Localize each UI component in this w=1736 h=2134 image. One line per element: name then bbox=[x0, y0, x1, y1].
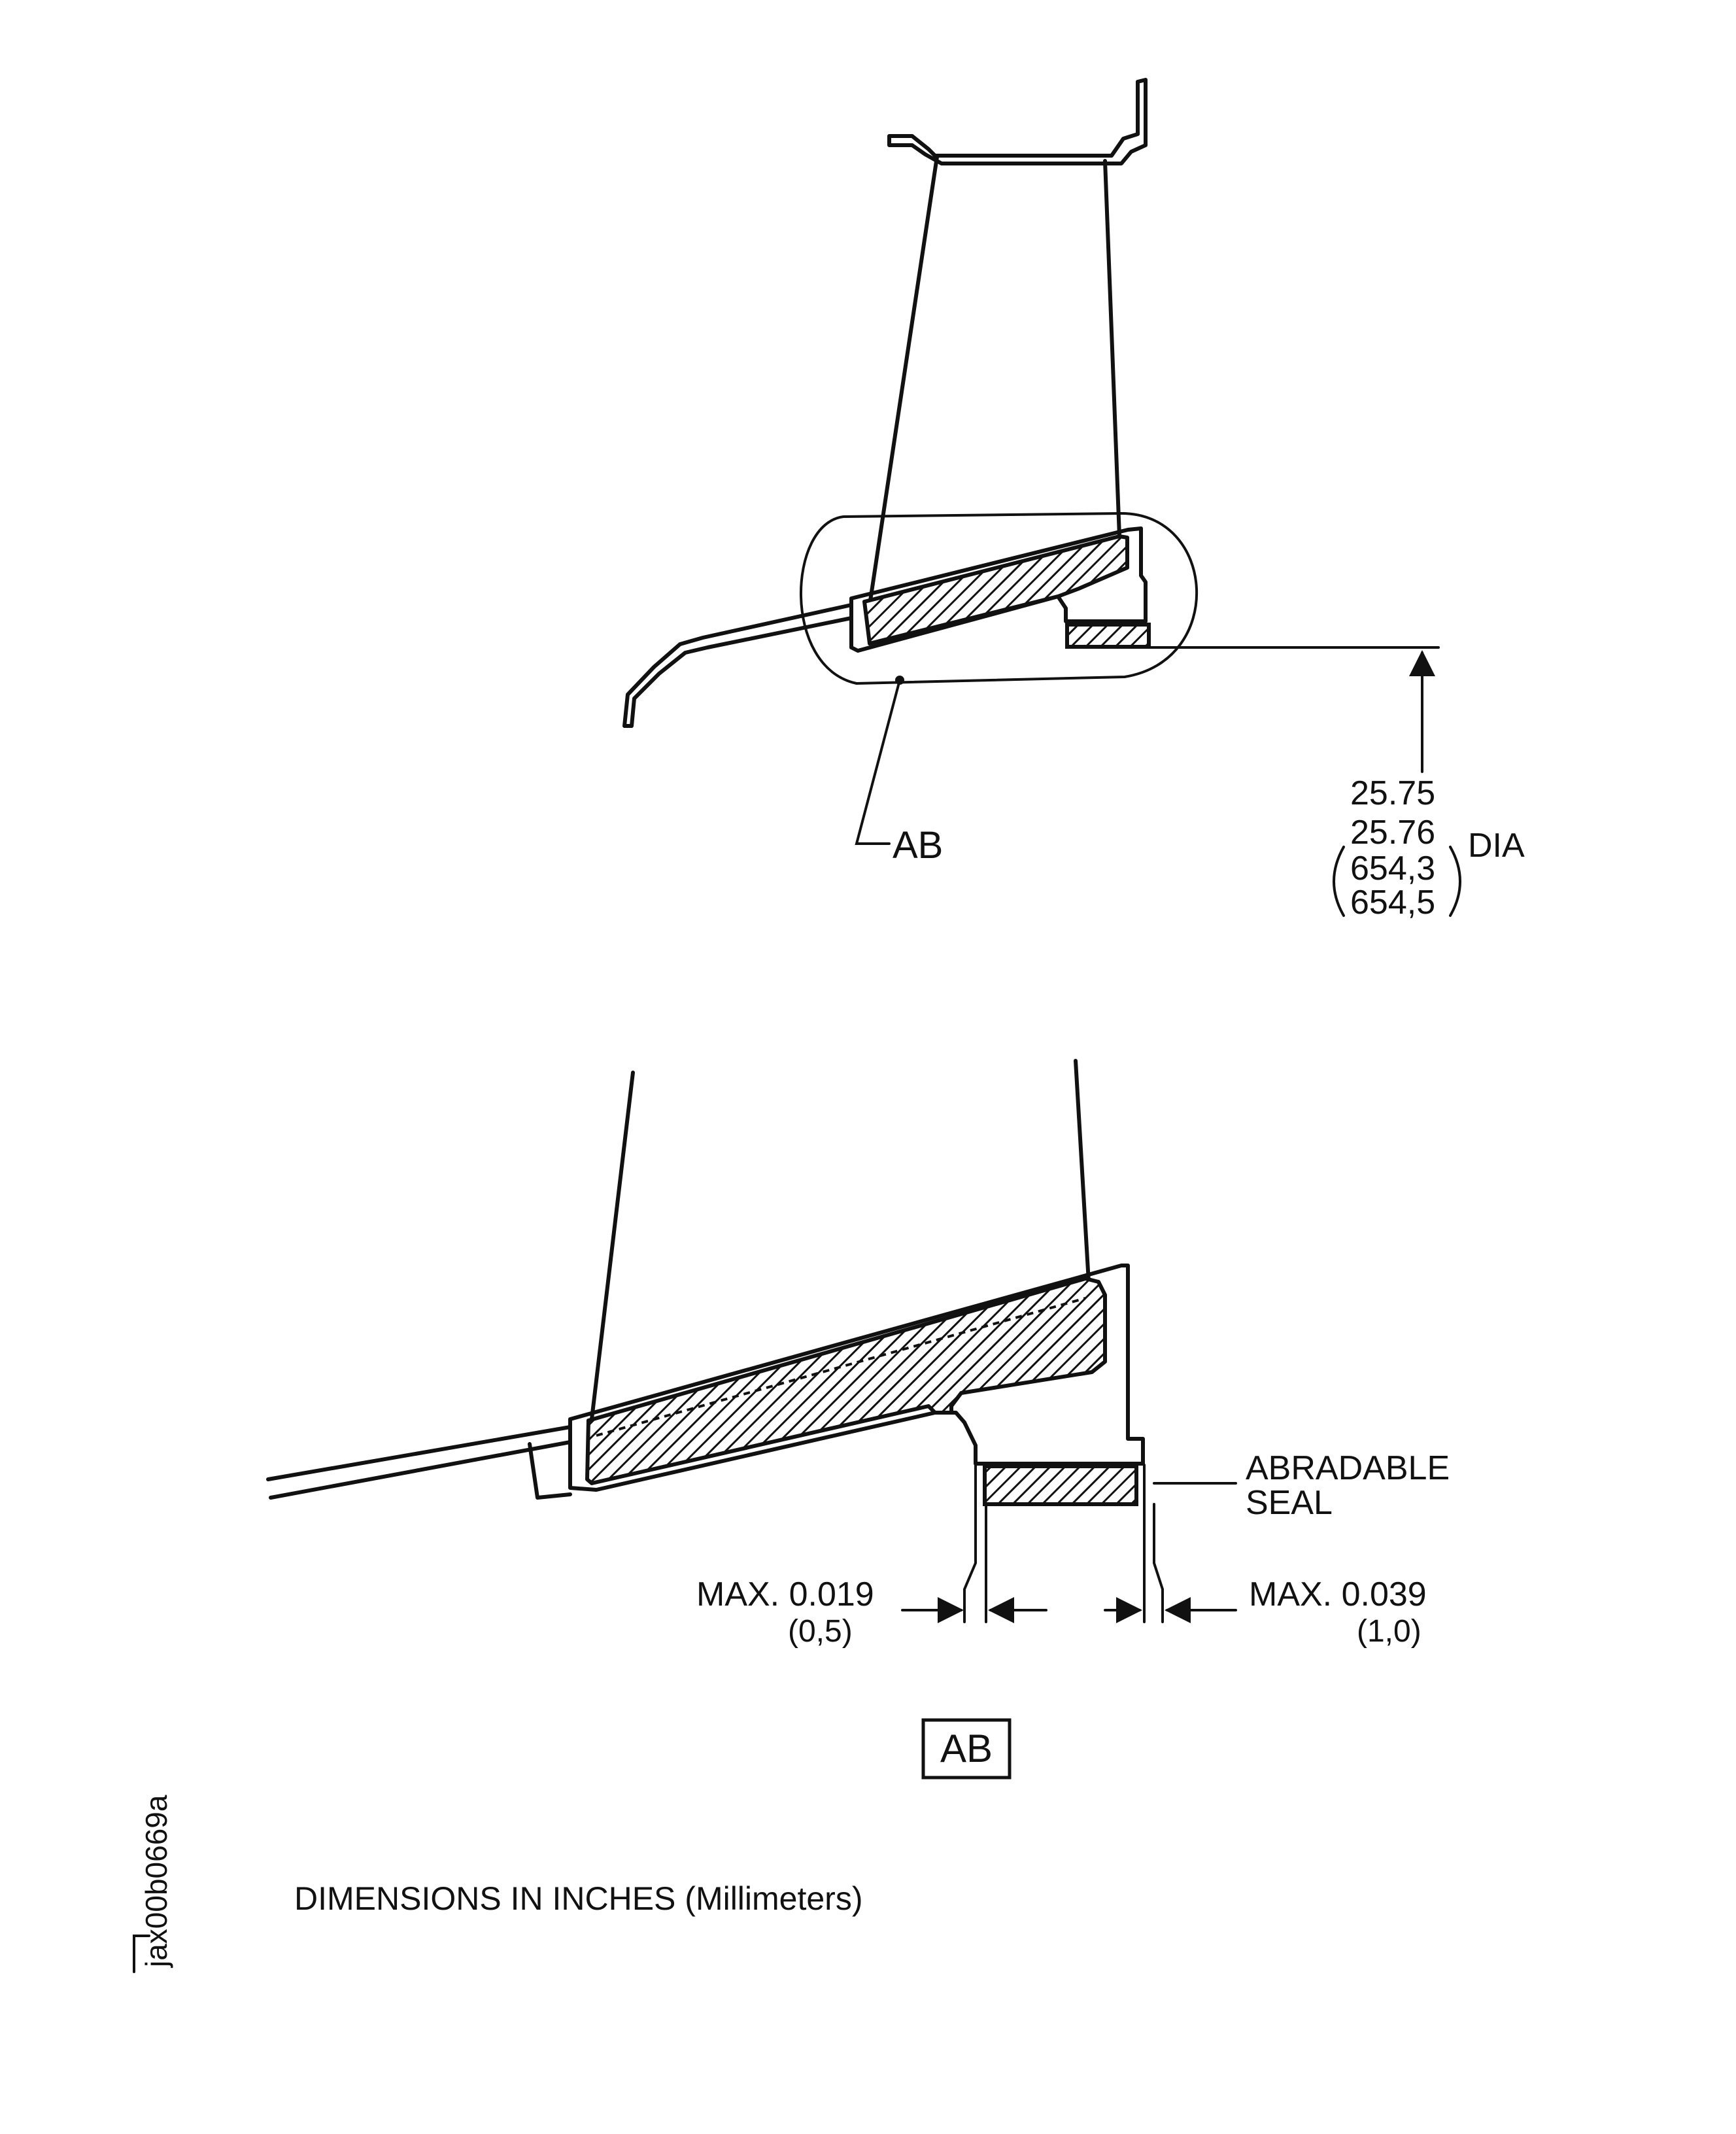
left-clearance-mm: (0,5) bbox=[788, 1614, 853, 1649]
diameter-mm-max: 654,5 bbox=[1350, 884, 1436, 921]
callout-leader bbox=[857, 680, 900, 844]
seal-label-line1: ABRADABLE bbox=[1246, 1449, 1450, 1487]
blade-tip-shroud bbox=[889, 80, 1146, 163]
blade-trailing-edge bbox=[1105, 161, 1119, 536]
overview-view bbox=[624, 80, 1525, 921]
diameter-inch-min: 25.75 bbox=[1350, 774, 1436, 812]
right-clearance-extension bbox=[1144, 1465, 1163, 1622]
detail-rotor-hatched-section bbox=[587, 1279, 1105, 1483]
left-clearance-value: MAX. 0.019 bbox=[696, 1575, 874, 1613]
blade-leading-edge bbox=[870, 157, 937, 605]
detail-blade-leading-edge bbox=[590, 1073, 633, 1436]
callout-label-ab: AB bbox=[893, 824, 944, 867]
right-clearance-value: MAX. 0.039 bbox=[1249, 1575, 1427, 1613]
diameter-mm-bracket-right bbox=[1450, 847, 1460, 916]
casing-arm bbox=[624, 605, 851, 726]
detail-abradable-seal-block bbox=[985, 1466, 1136, 1504]
diameter-inch-max: 25.76 bbox=[1350, 814, 1436, 852]
detail-view-ab bbox=[268, 1061, 1450, 1778]
abradable-seal-block-small bbox=[1067, 625, 1149, 647]
detail-view-label: AB bbox=[940, 1727, 993, 1770]
diameter-suffix: DIA bbox=[1468, 827, 1525, 865]
detail-casing-arm bbox=[268, 1427, 570, 1498]
figure-id: jax00b0669a bbox=[139, 1795, 173, 1967]
right-clearance-mm: (1,0) bbox=[1357, 1614, 1421, 1649]
diameter-mm-bracket-left bbox=[1334, 847, 1344, 916]
detail-blade-trailing-edge bbox=[1076, 1061, 1089, 1282]
units-note: DIMENSIONS IN INCHES (Millimeters) bbox=[294, 1880, 863, 1917]
seal-label-line2: SEAL bbox=[1246, 1484, 1333, 1522]
diameter-mm-min: 654,3 bbox=[1350, 850, 1436, 887]
